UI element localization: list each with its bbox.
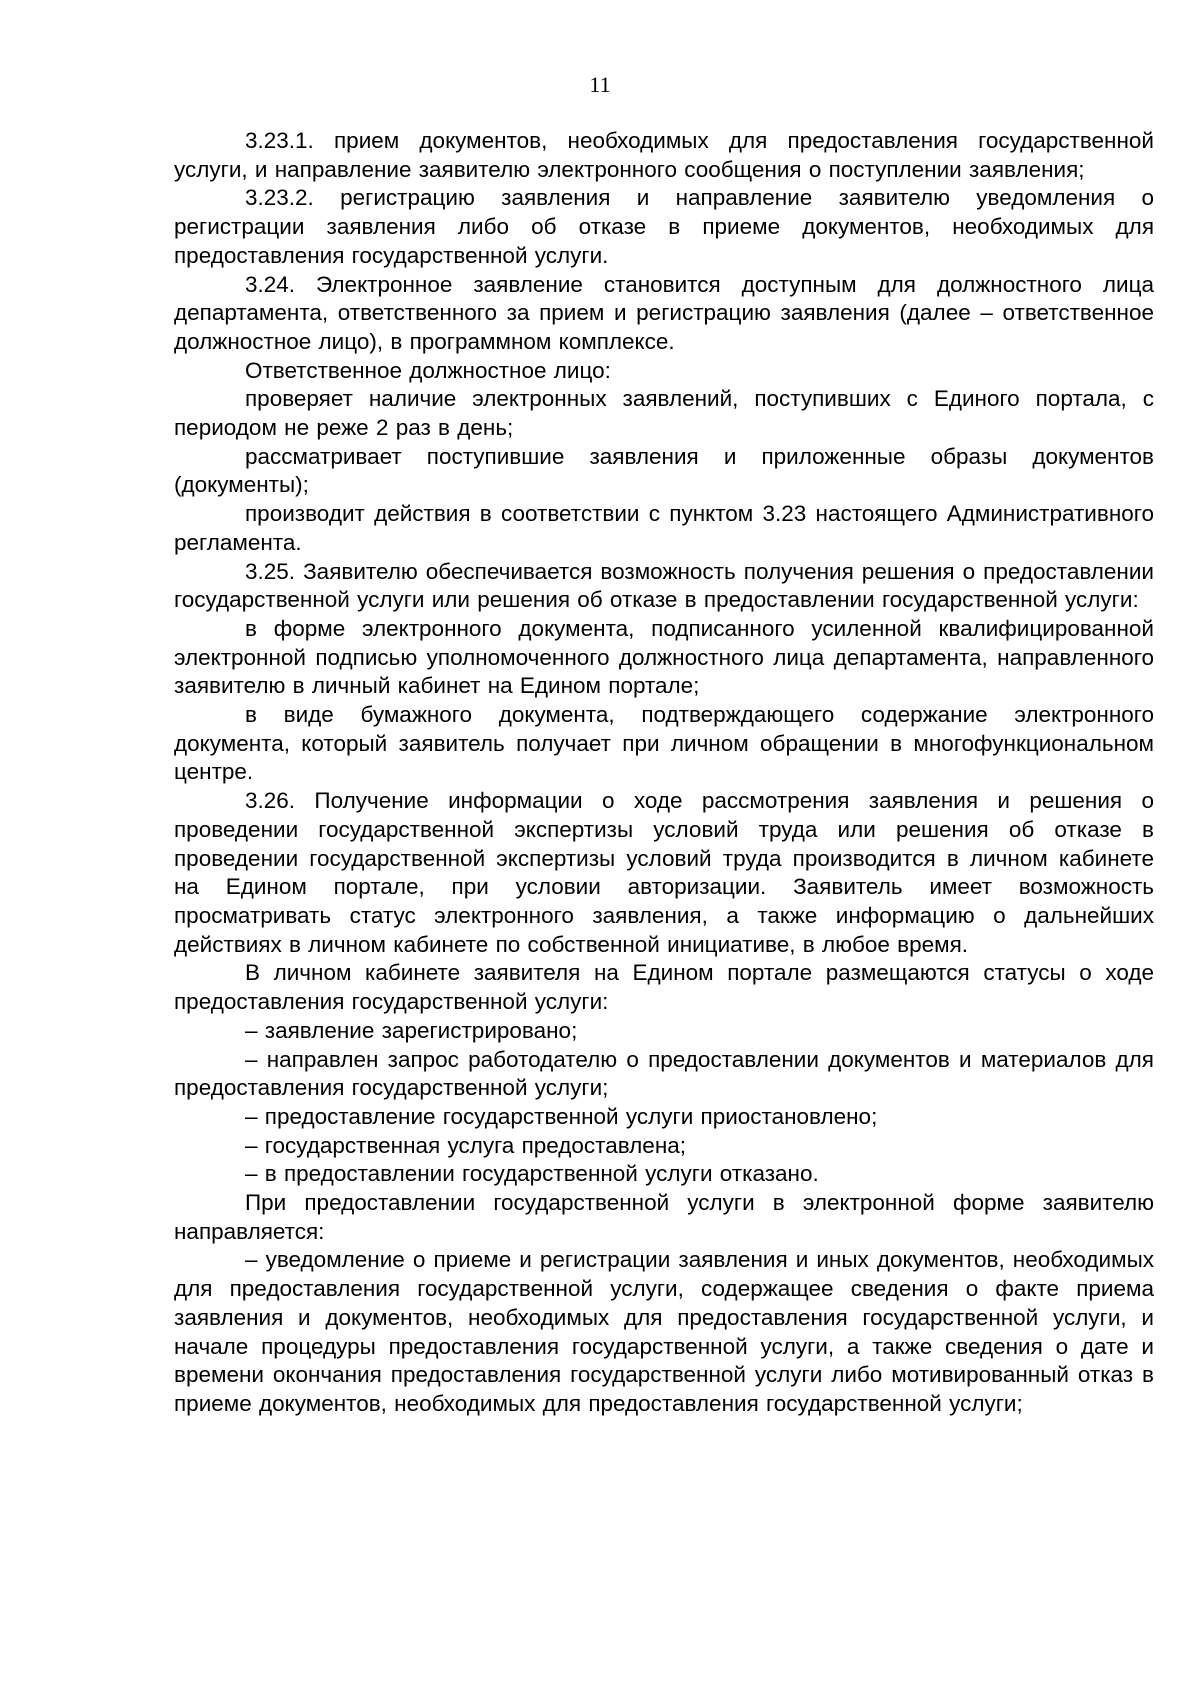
paragraph-electronic-form: в форме электронного документа, подписанного усиленной квалифицированной электронной подписью уполномоченного должностного лица департамента, направленного заявителю в личный кабинет на Едином портале;	[174, 615, 1154, 699]
paragraph-checks-applications: проверяет наличие электронных заявлений, поступивших с Единого портала, с периодом не реже 2 раз в день;	[174, 386, 1154, 441]
status-list-item: – направлен запрос работодателю о предоставлении документов и материалов для предоставления государственной услуги;	[174, 1046, 1154, 1101]
document-body	[174, 127, 1154, 1419]
status-list-item: – предоставление государственной услуги приостановлено;	[245, 1103, 878, 1129]
page-number: 11	[589, 72, 611, 97]
status-list-item: – заявление зарегистрировано;	[245, 1017, 578, 1043]
paragraph-statuses-intro: В личном кабинете заявителя на Едином портале размещаются статусы о ходе предоставления государственной услуги:	[174, 960, 1154, 1015]
paragraph-3-26: 3.26. Получение информации о ходе рассмотрения заявления и решения о проведении государственной экспертизы условий труда или решения об отказе в проведении государственной экспертизы условий труда производится в личном кабинете на Едином портале, при условии авторизации. Заявитель имеет возможность просматривать статус электронного заявления, а также информацию о дальнейших действиях в личном кабинете по собственной инициативе, в любое время.	[174, 788, 1154, 957]
paragraph-3-23-1: 3.23.1. прием документов, необходимых для предоставления государственной услуги, и направление заявителю электронного сообщения о поступлении заявления;	[174, 128, 1154, 182]
paragraph-3-23-2: 3.23.2. регистрацию заявления и направление заявителю уведомления о регистрации заявления либо об отказе в приеме документов, необходимых для предоставления государственной услуги.	[174, 185, 1154, 268]
paragraph-reviews-applications: рассматривает поступившие заявления и приложенные образы документов (документы);	[174, 443, 1154, 498]
status-list-item: – в предоставлении государственной услуги отказано.	[245, 1161, 819, 1187]
paragraph-3-25: 3.25. Заявителю обеспечивается возможность получения решения о предоставлении государственной услуги или решения об отказе в предоставлении государственной услуги:	[174, 558, 1154, 613]
status-list-item: – государственная услуга предоставлена;	[245, 1132, 687, 1158]
paragraph-paper-form: в виде бумажного документа, подтверждающего содержание электронного документа, который заявитель получает при личном обращении в многофункциональном центре.	[174, 702, 1154, 785]
notification-list-item: – уведомление о приеме и регистрации заявления и иных документов, необходимых для предоставления государственной услуги, содержащее сведения о факте приема заявления и документов, необходимых для предоставления государственной услуги, и начале процедуры предоставления государственной услуги, а также сведения о дате и времени окончания предоставления государственной услуги либо мотивированный отказ в приеме документов, необходимых для предоставления государственной услуги;	[174, 1247, 1154, 1416]
paragraph-3-24: 3.24. Электронное заявление становится доступным для должностного лица департамента, ответственного за прием и регистрацию заявления (далее – ответственное должностное лицо), в программном комплексе.	[174, 271, 1154, 354]
paragraph-responsible-official: Ответственное должностное лицо:	[245, 357, 611, 383]
paragraph-performs-actions: производит действия в соответствии с пунктом 3.23 настоящего Административного регламента.	[174, 501, 1154, 555]
paragraph-notifications-intro: При предоставлении государственной услуги в электронной форме заявителю направляется:	[174, 1190, 1154, 1244]
